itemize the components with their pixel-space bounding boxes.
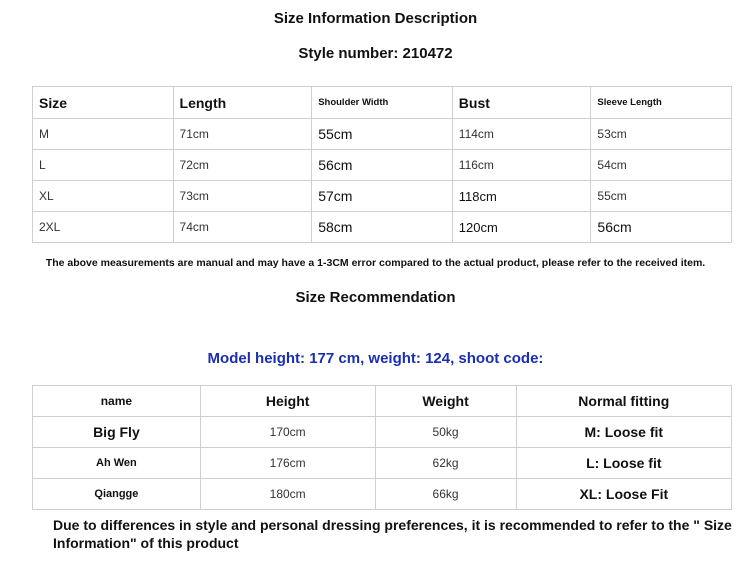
cell-shoulder: 58cm — [312, 212, 453, 243]
cell-sleeve: 54cm — [591, 150, 732, 181]
cell-name: Qiangge — [33, 479, 201, 510]
cell-sleeve: 56cm — [591, 212, 732, 243]
table-row — [33, 119, 732, 150]
size-recommendation-title: Size Recommendation — [295, 289, 456, 306]
table-row — [33, 417, 732, 448]
cell-length: 74cm — [173, 212, 312, 243]
cell-bust: 120cm — [452, 212, 591, 243]
header-length: Length — [173, 87, 312, 119]
cell-size: M — [33, 119, 174, 150]
cell-fitting: XL: Loose Fit — [516, 479, 731, 510]
table-row — [33, 150, 732, 181]
footer-note: Due to differences in style and personal dressing preferences, it is recommended to refer to the " Size Information" of this product — [53, 517, 732, 551]
cell-bust: 116cm — [452, 150, 591, 181]
table-row — [33, 479, 732, 510]
cell-height: 176cm — [200, 448, 375, 479]
cell-shoulder: 55cm — [312, 119, 453, 150]
cell-name: Ah Wen — [33, 448, 201, 479]
cell-length: 71cm — [173, 119, 312, 150]
header-bust: Bust — [452, 87, 591, 119]
cell-shoulder: 57cm — [312, 181, 453, 212]
measurement-note: The above measurements are manual and may have a 1-3CM error compared to the actual product, please refer to the received item. — [45, 257, 706, 269]
table-row — [33, 212, 732, 243]
cell-sleeve: 53cm — [591, 119, 732, 150]
cell-sleeve: 55cm — [591, 181, 732, 212]
cell-height: 170cm — [200, 417, 375, 448]
cell-size: XL — [33, 181, 174, 212]
style-number: Style number: 210472 — [298, 45, 453, 62]
model-info: Model height: 177 cm, weight: 124, shoot code: — [207, 350, 544, 367]
header-name: name — [33, 386, 201, 417]
cell-size: L — [33, 150, 174, 181]
header-normal-fitting: Normal fitting — [516, 386, 731, 417]
cell-length: 72cm — [173, 150, 312, 181]
header-size: Size — [33, 87, 174, 119]
header-shoulder-width: Shoulder Width — [312, 87, 453, 119]
size-table — [32, 86, 732, 243]
rec-table-header-row — [33, 386, 732, 417]
cell-weight: 62kg — [375, 448, 516, 479]
cell-bust: 114cm — [452, 119, 591, 150]
cell-fitting: M: Loose fit — [516, 417, 731, 448]
header-weight: Weight — [375, 386, 516, 417]
cell-length: 73cm — [173, 181, 312, 212]
size-info-title: Size Information Description — [273, 10, 478, 27]
recommendation-table — [32, 385, 732, 510]
cell-height: 180cm — [200, 479, 375, 510]
cell-weight: 66kg — [375, 479, 516, 510]
size-table-header-row — [33, 87, 732, 119]
header-sleeve-length: Sleeve Length — [591, 87, 732, 119]
cell-shoulder: 56cm — [312, 150, 453, 181]
cell-fitting: L: Loose fit — [516, 448, 731, 479]
cell-name: Big Fly — [33, 417, 201, 448]
cell-bust: 118cm — [452, 181, 591, 212]
cell-weight: 50kg — [375, 417, 516, 448]
header-height: Height — [200, 386, 375, 417]
cell-size: 2XL — [33, 212, 174, 243]
table-row — [33, 181, 732, 212]
table-row — [33, 448, 732, 479]
